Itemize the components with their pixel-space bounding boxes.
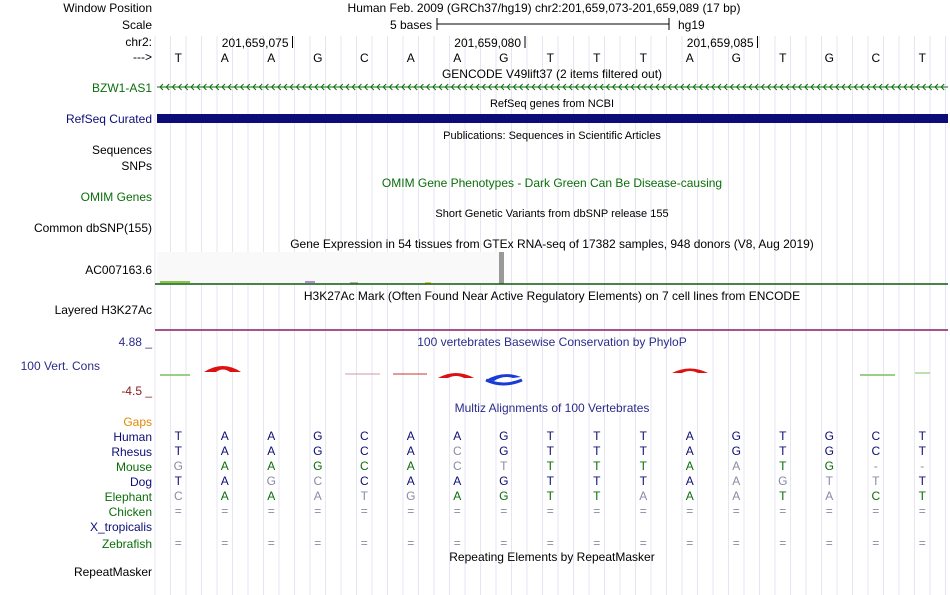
aligned-base: = [872,536,880,550]
aligned-base: = [593,504,601,518]
aligned-base: = [174,504,182,518]
aligned-base: = [593,536,601,550]
aligned-base: T [918,429,926,443]
aligned-base: = [500,504,508,518]
aligned-base: = [360,504,368,518]
aligned-base: T [593,429,601,443]
omim-track-title: OMIM Gene Phenotypes - Dark Green Can Be Disease-causing [381,176,723,190]
aligned-base: A [313,489,322,503]
aligned-base: T [546,429,554,443]
aligned-base: T [546,474,554,488]
window-position-value: Human Feb. 2009 (GRCh37/hg19) chr2:201,659,073-201,659,089 (17 bp) [347,1,741,15]
species-label-mouse: Mouse [115,460,152,474]
aligned-base: A [453,489,462,503]
aligned-base: G [778,474,788,488]
aligned-base: T [593,489,601,503]
phylop-track-title: 100 vertebrates Basewise Conservation by PhyloP [417,335,687,349]
strand-arrow-label: ---> [133,50,152,64]
aligned-base: C [452,444,462,458]
ref-base: G [499,51,509,65]
ref-base: T [546,51,554,65]
aligned-base: A [406,474,415,488]
gtex-bar[interactable] [499,252,504,284]
aligned-base: T [779,429,787,443]
aligned-base: T [593,474,601,488]
aligned-base: G [499,429,509,443]
aligned-base: = [779,504,787,518]
coordinate-label: 201,659,085 [686,36,754,50]
aligned-base: G [731,444,741,458]
scale-bar-text: 5 bases [389,18,432,32]
dbsnp-track-label[interactable]: Common dbSNP(155) [33,221,152,235]
aligned-base: G [824,429,834,443]
aligned-base: A [406,444,415,458]
aligned-base: = [500,536,508,550]
aligned-base: G [266,474,276,488]
aligned-base: G [499,489,509,503]
ref-base: T [918,51,926,65]
aligned-base: T [779,459,787,473]
ref-base: G [824,51,834,65]
aligned-base: = [918,504,926,518]
publications-track-title: Publications: Sequences in Scientific Articles [443,130,661,142]
aligned-base: = [453,536,461,550]
aligned-base: = [872,504,880,518]
aligned-base: G [824,444,834,458]
species-label-zebrafish: Zebrafish [101,537,152,551]
aligned-base: A [685,474,694,488]
multiz-track-title: Multiz Alignments of 100 Vertebrates [454,401,650,415]
aligned-base: T [593,459,601,473]
aligned-base: T [593,444,601,458]
aligned-base: = [267,536,275,550]
aligned-base: A [825,489,834,503]
aligned-base: = [639,504,647,518]
aligned-base: G [499,444,509,458]
aligned-base: = [732,504,740,518]
aligned-base: = [407,536,415,550]
aligned-base: = [174,536,182,550]
aligned-base: T [918,474,926,488]
aligned-base: T [639,474,647,488]
gencode-track-label[interactable]: BZW1-AS1 [91,81,152,95]
aligned-base: T [500,459,508,473]
aligned-base: T [918,489,926,503]
aligned-base: G [824,459,834,473]
coordinate-label: 201,659,075 [221,36,289,50]
ref-base: T [639,51,647,65]
aligned-base: = [221,536,229,550]
chr-label: chr2: [125,35,152,49]
aligned-base: A [732,489,741,503]
aligned-base: C [452,459,462,473]
aligned-base: = [732,536,740,550]
ref-base: T [174,51,182,65]
chromosome-coordinates [222,36,758,50]
aligned-base: A [685,459,694,473]
aligned-base: T [174,444,182,458]
aligned-base: T [546,459,554,473]
aligned-base: G [313,429,323,443]
aligned-base: = [825,536,833,550]
h3k27ac-track-title: H3K27Ac Mark (Often Found Near Active Regulatory Elements) on 7 cell lines from ENCODE [303,289,801,303]
reference-sequence [175,51,927,65]
aligned-base: A [406,429,415,443]
aligned-base: A [732,474,741,488]
aligned-base: T [639,444,647,458]
aligned-base: T [360,489,368,503]
aligned-base: C [871,429,881,443]
phylop-marks [160,366,930,384]
aligned-base: C [359,444,369,458]
refseq-track-label[interactable]: RefSeq Curated [65,112,152,126]
gtex-track-title: Gene Expression in 54 tissues from GTEx RNA-seq of 17382 samples, 948 donors (V8, Aug 2019) [290,237,814,251]
aligned-base: G [499,474,509,488]
aligned-base: C [313,474,323,488]
aligned-base: = [314,504,322,518]
aligned-base: T [825,474,833,488]
species-label-human: Human [113,430,152,444]
gtex-track-label[interactable]: AC007163.6 [85,263,152,277]
scale-assembly: hg19 [678,18,705,32]
aligned-base: T [918,444,926,458]
aligned-base: T [174,474,182,488]
aligned-base: A [220,429,229,443]
aligned-base: = [639,536,647,550]
ref-base: G [313,51,323,65]
aligned-base: C [359,474,369,488]
scale-label: Scale [121,18,152,32]
species-label-x_tropicalis: X_tropicalis [89,520,152,534]
aligned-base: = [686,536,694,550]
aligned-base: A [639,489,648,503]
aligned-base: = [360,536,368,550]
gaps-track-label[interactable]: Gaps [123,415,152,429]
aligned-base: T [639,429,647,443]
aligned-base: A [220,444,229,458]
ref-base: A [685,51,694,65]
snps-track-label[interactable]: SNPs [121,159,152,173]
dbsnp-track-title: Short Genetic Variants from dbSNP release 155 [435,208,669,220]
species-label-elephant: Elephant [104,490,152,504]
aligned-base: T [174,429,182,443]
ref-base: T [779,51,787,65]
ref-base: A [453,51,462,65]
aligned-base: G [313,459,323,473]
aligned-base: A [732,459,741,473]
aligned-base: T [872,474,880,488]
aligned-base: C [871,489,881,503]
gencode-track-title: GENCODE V49lift37 (2 items filtered out) [441,67,663,81]
aligned-base: A [267,459,276,473]
aligned-base: A [453,429,462,443]
aligned-base: T [546,489,554,503]
aligned-base: = [686,504,694,518]
gtex-mini-bars-2 [305,281,315,283]
aligned-base: A [220,474,229,488]
aligned-base: T [779,444,787,458]
aligned-base: A [685,489,694,503]
aligned-base: A [267,444,276,458]
phylop-max-label: 4.88 _ [118,335,152,349]
h3k27ac-track-label[interactable]: Layered H3K27Ac [54,303,152,317]
species-label-rhesus: Rhesus [111,445,152,459]
species-label-chicken: Chicken [108,505,152,519]
ref-base: C [871,51,881,65]
phylop-min-label: -4.5 _ [121,384,152,398]
aligned-base: G [731,429,741,443]
ref-base: A [406,51,415,65]
aligned-base: = [267,504,275,518]
aligned-base: = [779,536,787,550]
aligned-base: A [453,474,462,488]
coordinate-label: 201,659,080 [454,36,521,50]
aligned-base: = [825,504,833,518]
aligned-base: = [546,504,554,518]
species-label-dog: Dog [129,475,152,489]
aligned-base: C [359,429,369,443]
refseq-track-title: RefSeq genes from NCBI [489,98,615,110]
aligned-base: A [220,489,229,503]
aligned-base: = [314,536,322,550]
aligned-base: A [267,429,276,443]
aligned-base: = [407,504,415,518]
aligned-base: A [685,429,694,443]
ref-base: T [593,51,601,65]
aligned-base: C [871,444,881,458]
aligned-base: C [359,459,369,473]
aligned-base: A [685,444,694,458]
multiz-alignment [174,429,927,550]
aligned-base: - [873,459,878,473]
aligned-base: A [267,489,276,503]
aligned-base: = [221,504,229,518]
aligned-base: T [639,459,647,473]
ref-base: G [731,51,741,65]
aligned-base: - [920,459,925,473]
ref-base: A [220,51,229,65]
repeatmasker-track-title: Repeating Elements by RepeatMasker [449,550,655,564]
refseq-gene-bar[interactable] [157,114,948,123]
repeatmasker-track-label[interactable]: RepeatMasker [73,565,152,579]
phylop-track-label[interactable]: 100 Vert. Cons [20,359,100,373]
aligned-base: G [313,444,323,458]
aligned-base: = [546,536,554,550]
aligned-base: = [918,536,926,550]
omim-track-label[interactable]: OMIM Genes [80,190,152,204]
aligned-base: = [453,504,461,518]
gtex-shade [157,252,499,284]
sequences-track-label[interactable]: Sequences [91,143,152,157]
aligned-base: G [406,489,416,503]
ref-base: A [267,51,276,65]
aligned-base: A [406,459,415,473]
aligned-base: T [546,444,554,458]
aligned-base: G [173,459,183,473]
ref-base: C [359,51,369,65]
gtex-mini-bars [160,281,190,283]
window-position-label: Window Position [63,1,152,15]
aligned-base: C [173,489,183,503]
aligned-base: T [779,489,787,503]
aligned-base: A [220,459,229,473]
